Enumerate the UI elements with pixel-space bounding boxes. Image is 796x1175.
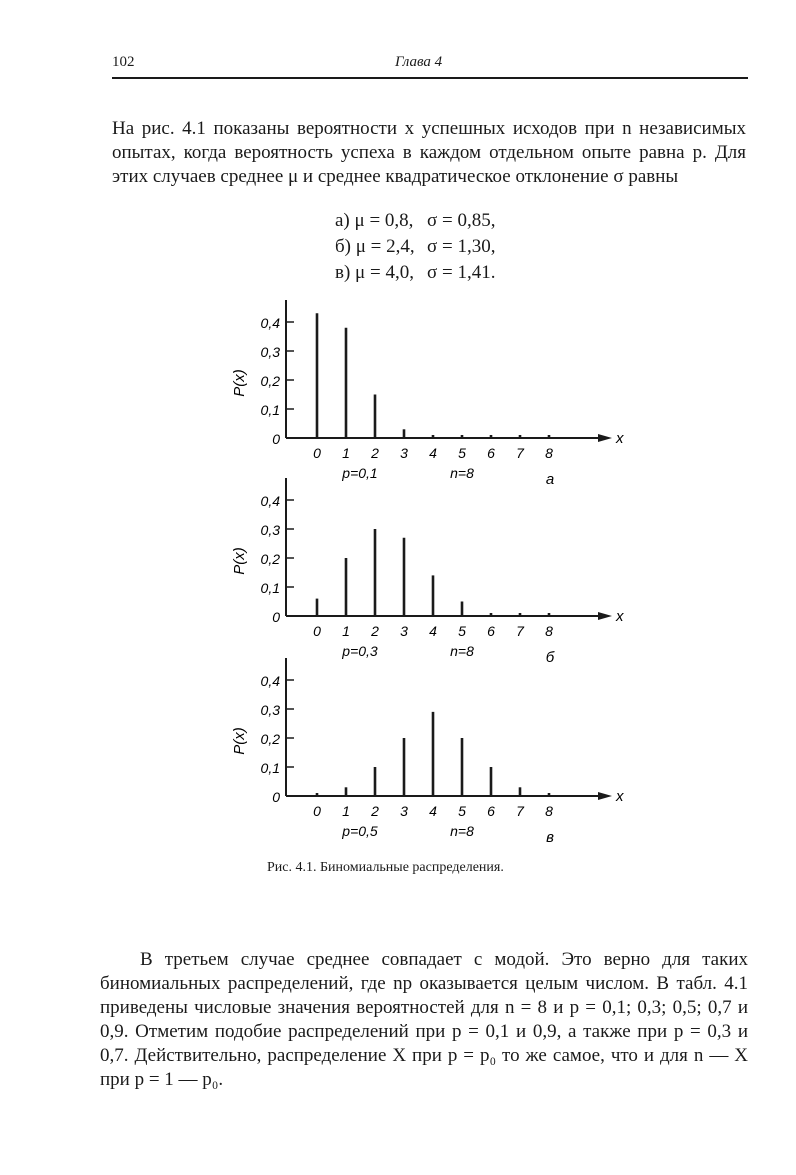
chart-panel bbox=[231, 658, 624, 846]
y-tick-label: 0,3 bbox=[260, 702, 280, 718]
y-tick-label: 0,2 bbox=[260, 551, 280, 567]
x-tick-label: 5 bbox=[458, 803, 466, 819]
x-tick-label: 7 bbox=[516, 803, 524, 819]
x-tick-label: 2 bbox=[371, 623, 379, 639]
page-number: 102 bbox=[112, 54, 135, 70]
panel-label: a bbox=[545, 471, 555, 488]
y-tick-label: 0 bbox=[272, 431, 280, 447]
page-header bbox=[112, 50, 748, 80]
x-axis-label: x bbox=[616, 608, 624, 625]
x-tick-label: 3 bbox=[400, 445, 408, 461]
formula-mu: в) μ = 4,0, bbox=[335, 262, 414, 283]
param-n-label: n=8 bbox=[450, 643, 474, 659]
x-tick-label: 2 bbox=[371, 445, 379, 461]
x-tick-label: 8 bbox=[545, 623, 553, 639]
x-tick-label: 5 bbox=[458, 445, 466, 461]
paragraph-intro: На рис. 4.1 показаны вероятности x успешных исходов при n независимых опытах, когда вероятность успеха в каждом отдельном опыте равна p. Для этих случаев среднее μ и среднее квадратическое отклонение σ равны bbox=[112, 118, 746, 187]
x-axis-arrow bbox=[598, 434, 612, 442]
x-tick-label: 7 bbox=[516, 445, 524, 461]
x-tick-label: 4 bbox=[429, 445, 437, 461]
formula-row bbox=[335, 208, 595, 234]
y-tick-label: 0,2 bbox=[260, 731, 280, 747]
y-tick-label: 0,3 bbox=[260, 522, 280, 538]
formula-sigma: σ = 1,30, bbox=[427, 236, 496, 257]
formula-mu: б) μ = 2,4, bbox=[335, 236, 415, 257]
y-axis-label: P(x) bbox=[231, 727, 248, 755]
y-axis-label: P(x) bbox=[231, 547, 248, 575]
param-p-label: p=0,1 bbox=[342, 465, 378, 481]
y-tick-label: 0,4 bbox=[260, 493, 280, 509]
panel-label: б bbox=[545, 649, 555, 666]
x-axis-label: x bbox=[616, 788, 624, 805]
figure-caption: Рис. 4.1. Биномиальные распределения. bbox=[267, 860, 504, 875]
y-tick-label: 0 bbox=[272, 789, 280, 805]
x-tick-label: 6 bbox=[487, 623, 495, 639]
x-tick-label: 6 bbox=[487, 803, 495, 819]
param-p-label: p=0,5 bbox=[342, 823, 378, 839]
x-tick-label: 1 bbox=[342, 445, 350, 461]
x-axis-arrow bbox=[598, 792, 612, 800]
chart-panel bbox=[231, 300, 624, 488]
y-tick-label: 0,4 bbox=[260, 315, 280, 331]
formula-mu: а) μ = 0,8, bbox=[335, 210, 414, 231]
y-tick-label: 0,3 bbox=[260, 344, 280, 360]
formula-row bbox=[335, 234, 595, 260]
x-axis-arrow bbox=[598, 612, 612, 620]
param-n-label: n=8 bbox=[450, 823, 474, 839]
formula-block bbox=[335, 208, 595, 286]
x-tick-label: 3 bbox=[400, 623, 408, 639]
x-axis-label: x bbox=[616, 430, 624, 447]
x-tick-label: 0 bbox=[313, 803, 321, 819]
formula-row bbox=[335, 260, 595, 286]
header-rule bbox=[112, 77, 748, 79]
formula-sigma: σ = 0,85, bbox=[427, 210, 496, 231]
y-tick-label: 0,1 bbox=[260, 760, 280, 776]
param-p-label: p=0,3 bbox=[342, 643, 378, 659]
x-tick-label: 4 bbox=[429, 803, 437, 819]
x-tick-label: 8 bbox=[545, 445, 553, 461]
x-tick-label: 8 bbox=[545, 803, 553, 819]
param-n-label: n=8 bbox=[450, 465, 474, 481]
y-axis-label: P(x) bbox=[231, 369, 248, 397]
x-tick-label: 1 bbox=[342, 623, 350, 639]
y-tick-label: 0,1 bbox=[260, 580, 280, 596]
x-tick-label: 4 bbox=[429, 623, 437, 639]
paragraph-conclusion: В третьем случае среднее совпадает с модой. Это верно для таких биномиальных распределений, где np оказывается целым числом. В табл. 4.1 приведены числовые значения вероятностей для n = 8 и p = 0,1; 0,3; 0,5; 0,7 и 0,9. Отметим подобие распределений при p = 0,1 и 0,9, а также при p = 0,3 и 0,7. Действительно, распределение X при p = p₀ то же самое, что и для n — X при p = 1 — p₀. bbox=[100, 949, 748, 1090]
x-tick-label: 5 bbox=[458, 623, 466, 639]
x-tick-label: 6 bbox=[487, 445, 495, 461]
x-tick-label: 3 bbox=[400, 803, 408, 819]
y-tick-label: 0,4 bbox=[260, 673, 280, 689]
formula-sigma: σ = 1,41. bbox=[427, 262, 496, 283]
x-tick-label: 2 bbox=[371, 803, 379, 819]
y-tick-label: 0,1 bbox=[260, 402, 280, 418]
x-tick-label: 0 bbox=[313, 445, 321, 461]
y-tick-label: 0 bbox=[272, 609, 280, 625]
panel-label: в bbox=[546, 829, 554, 846]
x-tick-label: 7 bbox=[516, 623, 524, 639]
chapter-title: Глава 4 bbox=[395, 54, 443, 70]
chart-panel bbox=[231, 478, 624, 666]
y-tick-label: 0,2 bbox=[260, 373, 280, 389]
x-tick-label: 0 bbox=[313, 623, 321, 639]
x-tick-label: 1 bbox=[342, 803, 350, 819]
binomial-charts-figure bbox=[200, 290, 640, 860]
